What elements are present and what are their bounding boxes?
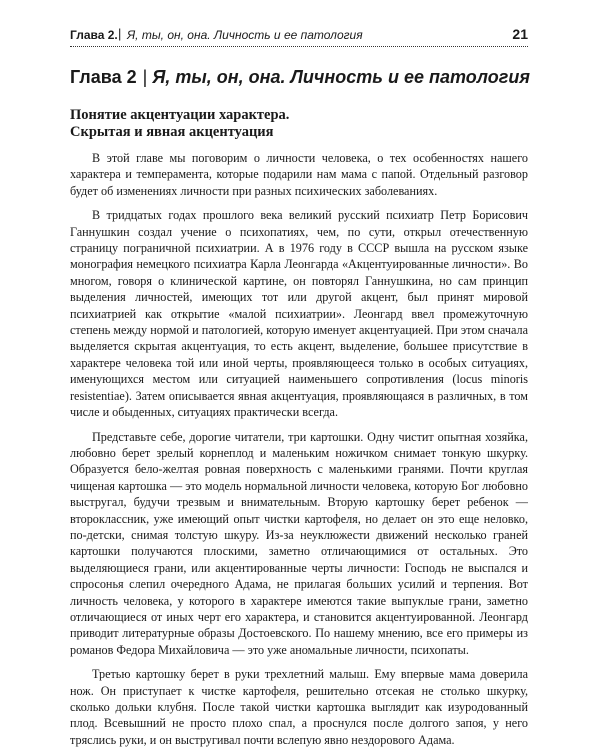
chapter-heading-title: Я, ты, он, она. Личность и ее патология — [152, 67, 530, 87]
page-number: 21 — [512, 26, 528, 42]
chapter-heading-bar: | — [142, 67, 148, 87]
running-head-chapter-title: Я, ты, он, она. Личность и ее патология — [127, 28, 363, 42]
header-dotted-rule — [70, 46, 528, 47]
chapter-heading — [70, 66, 550, 88]
paragraph: Третью картошку берет в руки трехлетний малыш. Ему впервые мама доверила нож. Он приступает к чистке картофеля, решительно отсекая не столько шкурку, сколько дольки клубня. После такой чистки картошка выглядит как изуродованный плод. Всевышний не просто плохо спал, а проснулся после долгого запоя, у него тряслись руки, и он выстругивал почти вслепую явно нездорового Адама. — [70, 667, 528, 747]
paragraph: В тридцатых годах прошлого века великий русский психиатр Петр Борисович Ганнушкин создал учение о психопатиях, чем, по сути, открыл отечественную страницу пограничной психиатрии. А в 1976 году в СССР вышла на русском языке монография немецкого психиатра Карла Леонгарда «Акцентуированные личности». Во многом, говоря о клинической картине, он повторял Ганнушкина, но сам принцип выделения личностей, имеющих тот или другой акцент, был принят мировой психиатрией как открытие «малой психиатрии». Леонгард ввел промежуточную степень между нормой и патологией, которую именует акцентуацией. При этом сначала выделяется скрытая акцентуация, то есть акцент, выделение, большее присутствие в характере человека той или иной черты, проявляющееся только в особых ситуациях, именующихся местом или ситуацией наименьшего сопротивления (locus minoris resistentiae). Затем описывается явная акцентуация, проявляющаяся в различных, в том числе и обыденных, ситуациях практически всегда. — [70, 208, 528, 420]
running-head-separator: | — [118, 26, 122, 41]
body-text — [70, 150, 528, 756]
paragraph: В этой главе мы поговорим о личности человека, о тех особенностях нашего характера и темперамента, которые подарили нам мама с папой. Отдельный разговор будет об изменениях личности при разных психических заболеваниях. — [70, 151, 528, 198]
section-title-line-2: Скрытая и явная акцентуация — [70, 124, 274, 140]
running-head — [70, 26, 528, 44]
chapter-heading-label: Глава 2 — [70, 67, 137, 87]
section-title — [70, 107, 530, 141]
running-head-chapter-label: Глава 2. — [70, 28, 118, 42]
paragraph: Представьте себе, дорогие читатели, три картошки. Одну чистит опытная хозяйка, любовно берет зрелый корнеплод и маленьким ножичком снимает тонкую шкурку. Образуется бело-желтая ровная поверхность с маленькими гранями. Почти круглая чищеная картошка — это модель нормальной личности человека, которую Бог любовно выстругал, будучи трезвым и внимательным. Вторую картошку берет ребенок — второклассник, уже имеющий опыт чистки картофеля, но делает он это еще неловко, по-детски, снимая толстую шкуру. Из-за неуклюжести движений несколько граней картошки получаются плоскими, заметно отличающимися от остальных. Это выделяющиеся грани, или акцентированные черты личности: Господь не выспался и спросонья слепил очередного Адама, не прилагая больших усилий и терпения. Вот личность человека, у которого в характере имеются такие выпуклые грани, заметно отличающиеся от иных черт его характера, и становится акцентуированной. Леонгард приводит литературные образы Достоевского. По нашему мнению, все его примеры из романов Федора Михайловича — это уже аномальные личности, психопаты. — [70, 429, 528, 657]
section-title-line-1: Понятие акцентуации характера. — [70, 107, 290, 123]
